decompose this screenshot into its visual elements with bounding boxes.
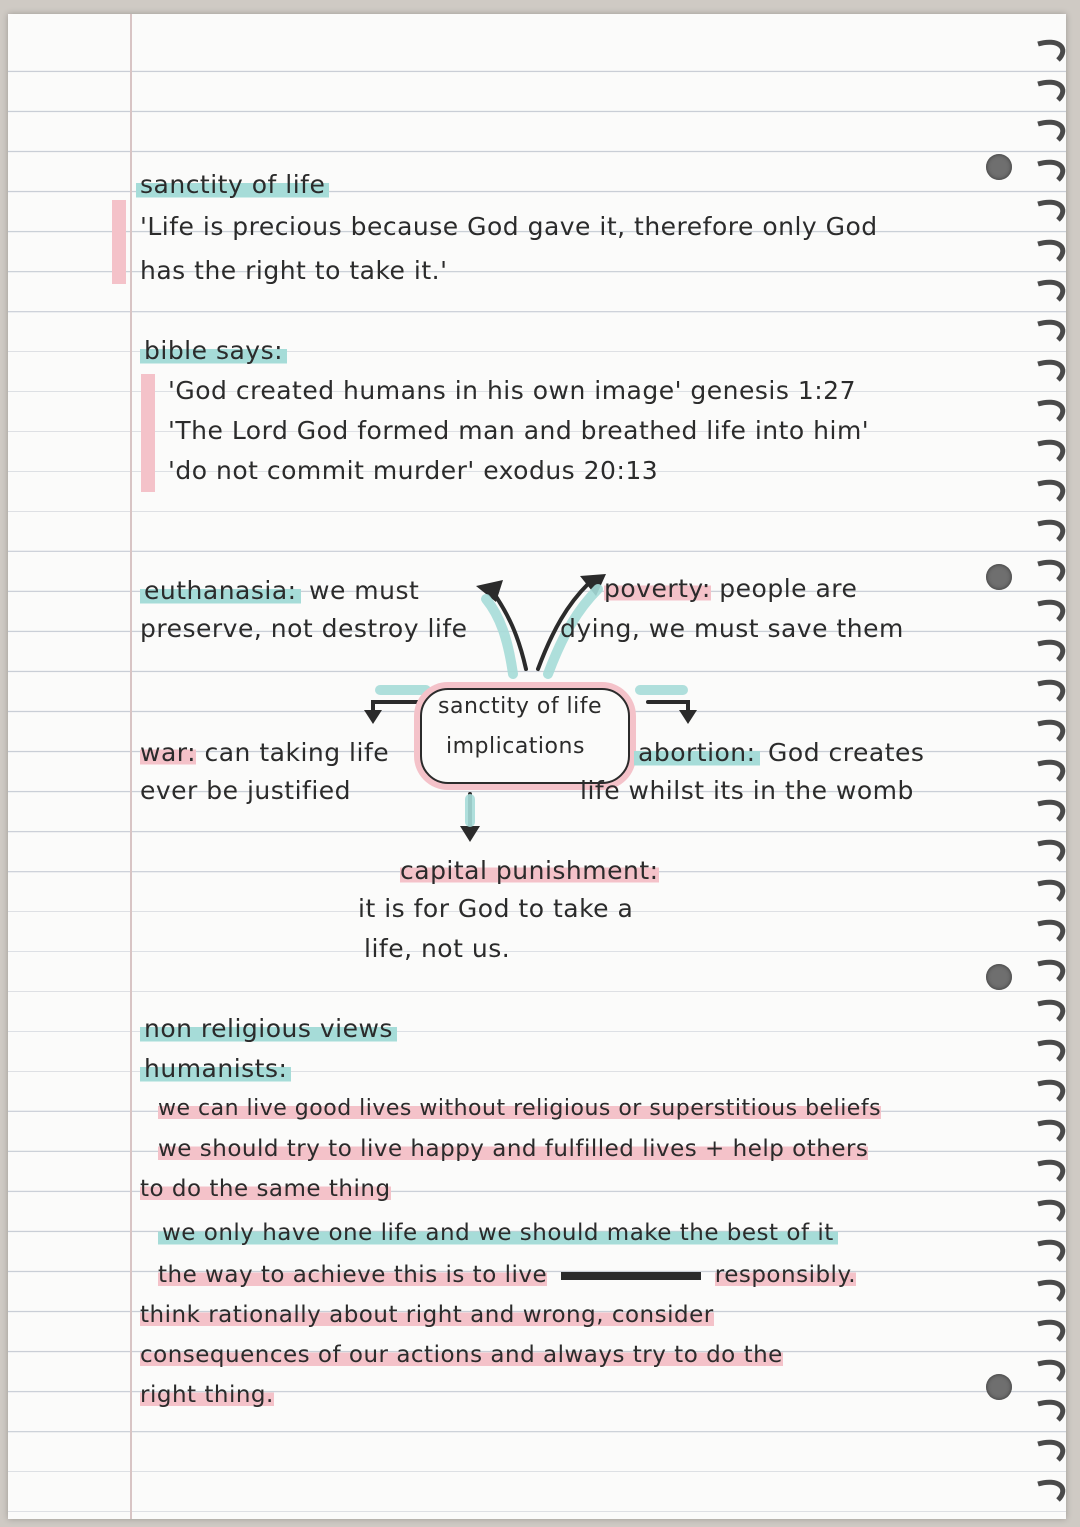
humanists-heading: humanists:: [140, 1054, 291, 1083]
capital-line3: life, not us.: [364, 934, 511, 963]
humanist-line: think rationally about right and wrong, consider: [140, 1302, 714, 1328]
humanist-line: consequences of our actions and always try to do the: [140, 1342, 783, 1368]
humanist-line: we should try to live happy and fulfilled lives + help others: [158, 1136, 869, 1162]
humanist-line: we only have one life and we should make the best of it: [158, 1220, 838, 1246]
non-religious-heading: non religious views: [140, 1014, 397, 1043]
mindmap-center-line1: sanctity of life: [438, 694, 603, 719]
scribbled-word: [561, 1272, 701, 1280]
quote-line-1: 'Life is precious because God gave it, therefore only God: [140, 212, 878, 241]
bible-item: 'God created humans in his own image' genesis 1:27: [168, 376, 856, 405]
arrow-head: [364, 710, 382, 724]
bible-heading: bible says:: [140, 336, 287, 365]
mindmap-center-line2: implications: [446, 734, 585, 759]
notebook-page: [8, 14, 1066, 1519]
euthanasia-line1: euthanasia: we must: [140, 576, 419, 605]
capital-line2: it is for God to take a: [358, 894, 634, 923]
humanist-line: the way to achieve this is to live responsibly.: [158, 1262, 857, 1288]
bible-item: 'do not commit murder' exodus 20:13: [168, 456, 659, 485]
humanist-line: to do the same thing: [140, 1176, 391, 1202]
quote-line-2: has the right to take it.': [140, 256, 448, 285]
humanist-line: we can live good lives without religious or superstitious beliefs: [158, 1096, 882, 1121]
poverty-line2: dying, we must save them: [560, 614, 904, 643]
euthanasia-line2: preserve, not destroy life: [140, 614, 468, 643]
arrow-head: [460, 826, 480, 842]
poverty-line1: poverty: people are: [604, 574, 858, 603]
humanist-line: right thing.: [140, 1382, 274, 1408]
bible-item: 'The Lord God formed man and breathed life into him': [168, 416, 870, 445]
abortion-line1: abortion: God creates: [634, 738, 924, 767]
capital-line1: capital punishment:: [400, 856, 659, 885]
arrow-head: [679, 710, 697, 724]
section-title: sanctity of life: [136, 170, 329, 199]
war-line2: ever be justified: [140, 776, 352, 805]
abortion-line2: life whilst its in the womb: [580, 776, 914, 805]
war-line1: war: can taking life: [140, 738, 390, 767]
